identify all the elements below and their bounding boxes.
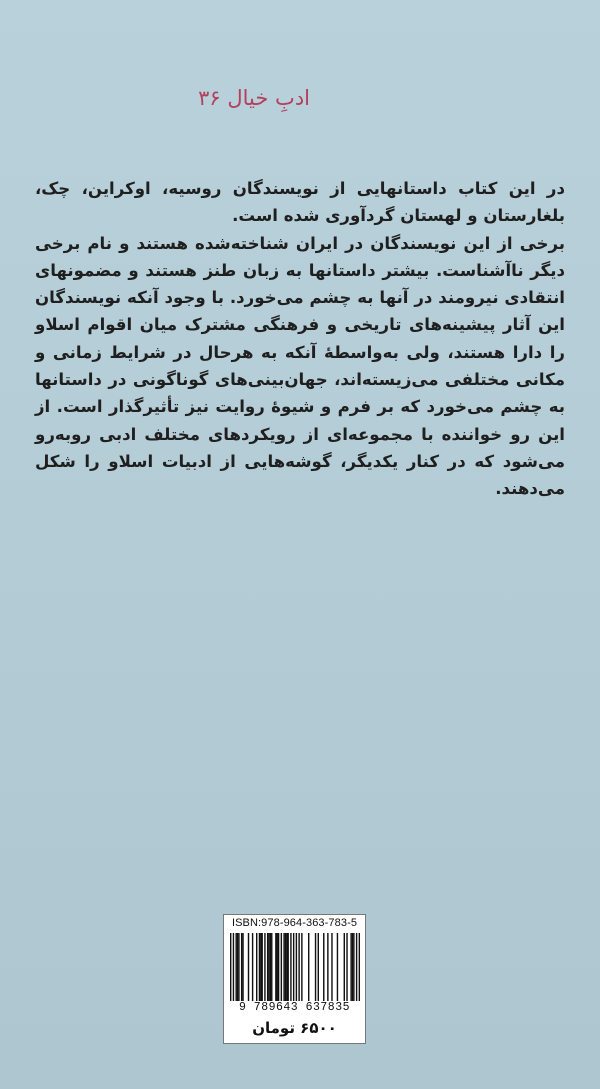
blurb-paragraph-2: برخی از این نویسندگان در ایران شناخته‌شده هستند و نام برخی دیگر ناآشناست. بیشتر داستانها به زبان طنز هستند و مضمونهای انتقادی نیرومند در آنها به چشم می‌خورد. با وجود آنکه نویسندگان این آثار پیشینه‌های تاریخی و فرهنگی مشترک میان اقوام اسلاو را دارا هستند، ولی به‌واسطهٔ آنکه به هرحال در شرایط زمانی و مکانی مختلفی می‌زیسته‌اند، جهان‌بینی‌های گوناگونی در داستانها به چشم می‌خورد که بر فرم و شیوهٔ روایت نیز تأثیرگذار است. از این رو خواننده با مجموعه‌ای از رویکردهای مختلف ادبی روبه‌رو می‌شود که در کنار یکدیگر، گوشه‌هایی از ادبیات اسلاو را شکل می‌دهند. (35, 233, 565, 499)
barcode-bar (248, 933, 249, 1001)
barcode-bar (301, 933, 302, 1001)
barcode-bar (230, 933, 231, 1001)
barcode-bar (271, 933, 272, 1001)
barcode-bar (290, 933, 291, 1001)
barcode-bar (270, 933, 271, 1001)
barcode-bars (230, 933, 360, 1001)
series-title: ادبِ خیال ۳۶ (198, 86, 310, 110)
barcode-bar (235, 933, 236, 1001)
barcode-bar (350, 933, 351, 1001)
barcode-bar (356, 933, 357, 1001)
barcode-digits: 9 789643 637835 (238, 1001, 351, 1014)
barcode-bar (233, 933, 234, 1001)
price: ۶۵۰۰ تومان (252, 1019, 337, 1037)
barcode-bar (267, 933, 268, 1001)
barcode-bar (359, 933, 360, 1001)
barcode-bar (285, 933, 286, 1001)
barcode-bar (308, 933, 309, 1001)
barcode-bar (252, 933, 253, 1001)
barcode-bar (238, 933, 239, 1001)
barcode-bar (281, 933, 282, 1001)
barcode-bar (277, 933, 278, 1001)
barcode-bar (315, 933, 316, 1001)
isbn-label: ISBN:978-964-363-783-5 (231, 917, 358, 929)
barcode-bar (296, 933, 297, 1001)
barcode-bar (337, 933, 338, 1001)
barcode-bar (268, 933, 269, 1001)
barcode-bar (264, 933, 265, 1001)
barcode-bar (331, 933, 332, 1001)
blurb-text (35, 175, 565, 503)
barcode-bar (237, 933, 238, 1001)
barcode-bar (242, 933, 243, 1001)
barcode-bar (352, 933, 353, 1001)
barcode-bar (346, 933, 347, 1001)
blurb-paragraph-1: در این کتاب داستانهایی از نویسندگان روسیه، اوکراین، چک، بلغارستان و لهستان گردآوری شده است. (35, 179, 565, 226)
barcode-bar (260, 933, 261, 1001)
barcode-bar (256, 933, 257, 1001)
barcode-bar (298, 933, 299, 1001)
barcode-bar (261, 933, 262, 1001)
barcode-bar (323, 933, 324, 1001)
barcode-bar (275, 933, 276, 1001)
barcode-bar (278, 933, 279, 1001)
barcode-bar (353, 933, 354, 1001)
barcode-bar (287, 933, 288, 1001)
barcode-bar (318, 933, 319, 1001)
barcode-bar (259, 933, 260, 1001)
barcode-bar (344, 933, 345, 1001)
barcode-bar (327, 933, 328, 1001)
barcode-bar (241, 933, 242, 1001)
barcode-sticker (223, 914, 366, 1044)
barcode-bar (283, 933, 284, 1001)
barcode-bar (286, 933, 287, 1001)
barcode-bar (293, 933, 294, 1001)
